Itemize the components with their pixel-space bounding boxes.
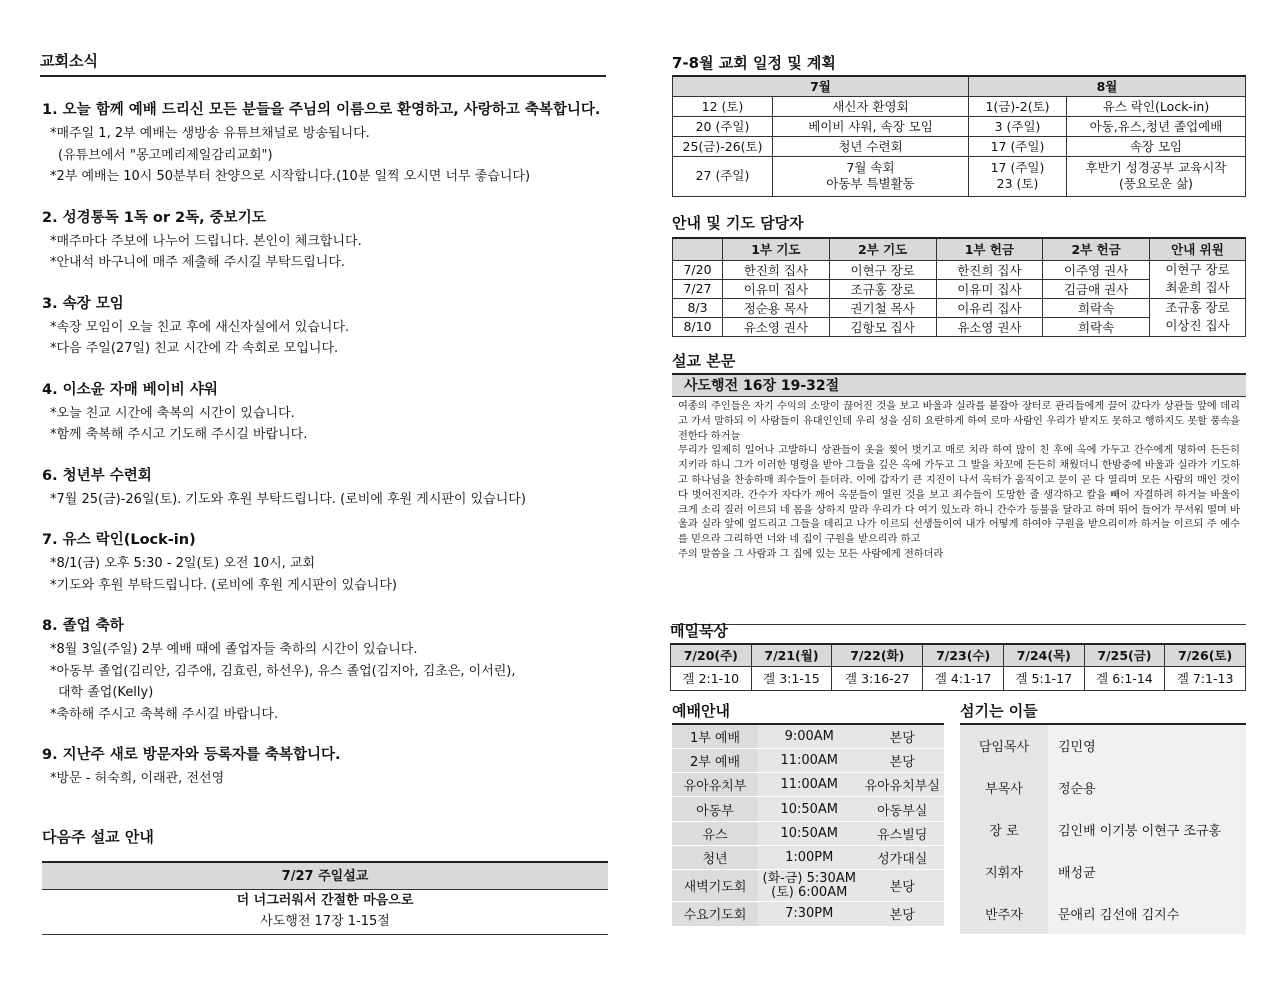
schedule-august-header: 8월 — [969, 76, 1246, 96]
daily-reading: 겔 7:1-13 — [1165, 666, 1246, 690]
worship-time: 10:50AM — [758, 797, 860, 821]
duty-header: 1부 기도 — [723, 238, 830, 260]
schedule-july-event-line: 7월 속회 — [846, 160, 895, 175]
news-heading: 3. 속장 모임 — [42, 295, 124, 312]
news-line: *오늘 친교 시간에 축복의 시간이 있습니다. — [50, 405, 295, 421]
daily-reading: 겔 2:1-10 — [671, 666, 752, 690]
daily-day: 7/24(목) — [1003, 644, 1084, 666]
daily-day: 7/22(화) — [832, 644, 923, 666]
daily-day: 7/20(주) — [671, 644, 752, 666]
schedule-row — [673, 96, 1246, 116]
next-sermon-title: 더 너그러워서 간절한 마음으로 — [236, 893, 414, 908]
schedule-aug-date-line: 23 (토) — [996, 176, 1039, 191]
daily-day: 7/23(수) — [923, 644, 1004, 666]
schedule-july-date: 25(금)-26(토) — [673, 136, 773, 156]
duty-usher: 최윤희 집사 — [1165, 280, 1230, 295]
worship-service: 유아유치부 — [672, 773, 758, 797]
schedule-table — [672, 75, 1246, 197]
sermon-title: 설교 본문 — [672, 352, 736, 370]
worship-time: 9:00AM — [758, 724, 860, 748]
sermon-paragraph: 무리가 일제히 일어나 고발하니 상관들이 옷을 찢어 벗기고 매로 치라 하여 많이 친 후에 옥에 가두고 간수에게 명하여 든든히 지키라 하니 그가 이러한 명령을 받아 그들을 깊은 옥에 가두고 그 발을 차꼬에 든든히 채웠더니 한밤중에 바울과 실라가 기도하고 하나님을 찬송하매 죄수들이 듣더라. 이에 갑자기 큰 지진이 나서 옥터가 움직이고 문이 곧 다 열리며 모든 사람의 매인 것이 다 벗어진지라. 간수가 자다가 깨어 옥문들이 열린 것을 보고 죄수들이 도망한 줄 생각하고 칼을 빼어 자결하려 하거늘 바울이 크게 소리 질러 이르되 네 몸을 상하지 말라 우리가 다 여기 있노라 하니 간수가 등불을 달라고 하며 뛰어 들어가 무서워 떨며 바울과 실라 앞에 엎드리고 그들을 데리고 나가 이르되 선생들이여 내가 어떻게 하여야 구원을 받으리이까 하거늘 이르되 주 예수를 믿으라 그리하면 너와 네 집이 구원을 받으리라 하고 — [678, 445, 1240, 546]
servants-table — [960, 723, 1246, 934]
next-sermon-heading: 다음주 설교 안내 — [42, 828, 154, 846]
worship-time: 7:30PM — [758, 902, 860, 926]
servant-role: 담임목사 — [960, 724, 1048, 766]
duty-cell: 이현구 장로 — [829, 260, 936, 279]
schedule-row — [673, 156, 1246, 196]
next-sermon-date: 7/27 주일설교 — [42, 863, 608, 890]
worship-row — [672, 821, 944, 845]
schedule-aug-event-line: 후반기 성경공부 교육시작 — [1085, 160, 1227, 175]
duty-usher: 이상진 집사 — [1165, 318, 1230, 333]
servants-row — [960, 892, 1246, 934]
duty-usher: 조규홍 장로 — [1165, 300, 1230, 315]
schedule-july-event — [773, 156, 969, 196]
news-item — [42, 743, 612, 790]
duty-header: 2부 기도 — [829, 238, 936, 260]
news-item — [42, 528, 612, 596]
schedule-aug-event — [1067, 156, 1246, 196]
worship-service: 1부 예배 — [672, 724, 758, 748]
servant-names: 김민영 — [1048, 724, 1246, 766]
news-line: *다음 주일(27일) 친교 시간에 각 속회로 모입니다. — [50, 341, 339, 356]
servants-row — [960, 808, 1246, 850]
worship-place: 본당 — [860, 748, 944, 772]
schedule-july-event: 베이비 샤워, 속장 모임 — [773, 116, 969, 136]
schedule-aug-date: 17 (주일) — [969, 136, 1067, 156]
duty-row — [673, 298, 1246, 317]
news-item — [42, 614, 612, 725]
schedule-title: 7-8월 교회 일정 및 계획 — [672, 54, 836, 72]
sermon-passage: 사도행전 16장 19-32절 — [672, 373, 1246, 397]
duty-table — [672, 237, 1246, 337]
church-news-title: 교회소식 — [40, 50, 606, 77]
news-line: (유튜브에서 "몽고메리제일감리교회") — [58, 147, 273, 163]
schedule-july-event: 청년 수련회 — [773, 136, 969, 156]
news-heading: 8. 졸업 축하 — [42, 618, 124, 634]
news-heading: 2. 성경통독 1독 or 2독, 중보기도 — [42, 209, 266, 226]
servant-role: 장 로 — [960, 808, 1048, 850]
news-heading: 6. 청년부 수련회 — [42, 467, 152, 484]
worship-service: 아동부 — [672, 797, 758, 821]
schedule-row — [673, 136, 1246, 156]
servant-role: 부목사 — [960, 766, 1048, 808]
duty-cell: 김항모 집사 — [829, 317, 936, 336]
news-line: 대학 졸업(Kelly) — [58, 685, 154, 700]
duty-header: 1부 헌금 — [936, 238, 1043, 260]
news-list — [42, 98, 612, 808]
duty-cell: 이유리 집사 — [936, 298, 1043, 317]
worship-table — [672, 723, 944, 927]
daily-reading: 겔 5:1-17 — [1003, 666, 1084, 690]
daily-meditation-section — [670, 620, 1246, 691]
worship-service: 새벽기도회 — [672, 870, 758, 902]
worship-section — [672, 700, 944, 927]
daily-reading: 겔 3:1-15 — [751, 666, 832, 690]
schedule-aug-event-line: (풍요로운 삶) — [1118, 176, 1194, 191]
schedule-aug-event: 속장 모임 — [1067, 136, 1246, 156]
duty-date: 7/20 — [673, 260, 723, 279]
worship-time-line: (토) 6:00AM — [771, 884, 848, 900]
duty-date: 7/27 — [673, 279, 723, 298]
servant-names: 배성균 — [1048, 850, 1246, 892]
servants-section — [960, 700, 1246, 934]
schedule-aug-date: 1(금)-2(토) — [969, 96, 1067, 116]
worship-service: 수요기도회 — [672, 902, 758, 926]
church-news-section — [40, 50, 606, 77]
duty-cell: 희락속 — [1043, 317, 1150, 336]
schedule-july-date: 12 (토) — [673, 96, 773, 116]
news-heading: 1. 오늘 함께 예배 드리신 모든 분들을 주님의 이름으로 환영하고, 사랑하고 축복합니다. — [42, 102, 601, 118]
worship-time: 10:50AM — [758, 821, 860, 845]
next-sermon-passage: 사도행전 17장 1-15절 — [260, 914, 390, 929]
servant-names: 문애리 김선애 김지수 — [1048, 892, 1246, 934]
duty-usher: 이현구 장로 — [1165, 262, 1230, 277]
worship-time: 1:00PM — [758, 845, 860, 869]
schedule-july-date: 27 (주일) — [673, 156, 773, 196]
servant-names: 정순용 — [1048, 766, 1246, 808]
news-line: *8월 3일(주일) 2부 예배 때에 졸업자들 축하의 시간이 있습니다. — [50, 642, 418, 657]
worship-row — [672, 845, 944, 869]
worship-service: 청년 — [672, 845, 758, 869]
duty-date: 8/3 — [673, 298, 723, 317]
next-sermon-section — [42, 826, 608, 935]
news-line: *함께 축복해 주시고 기도해 주시길 바랍니다. — [50, 427, 308, 442]
duty-cell: 김금애 권사 — [1043, 279, 1150, 298]
servants-row — [960, 766, 1246, 808]
news-item — [42, 464, 612, 511]
duty-cell: 한진희 집사 — [723, 260, 830, 279]
schedule-section — [672, 52, 1246, 197]
daily-reading: 겔 6:1-14 — [1084, 666, 1165, 690]
sermon-paragraph: 주의 말씀을 그 사람과 그 집에 있는 모든 사람에게 전하더라 — [678, 548, 944, 560]
worship-time-line: (화-금) 5:30AM — [762, 870, 856, 886]
schedule-july-event: 새신자 환영회 — [773, 96, 969, 116]
schedule-aug-date: 3 (주일) — [969, 116, 1067, 136]
schedule-july-date: 20 (주일) — [673, 116, 773, 136]
news-line: *기도와 후원 부탁드립니다. (로비에 후원 게시판이 있습니다) — [50, 577, 397, 593]
daily-day: 7/25(금) — [1084, 644, 1165, 666]
duty-ushers-cell — [1150, 260, 1246, 298]
schedule-july-header: 7월 — [673, 76, 969, 96]
duty-cell: 정순용 목사 — [723, 298, 830, 317]
worship-place: 본당 — [860, 902, 944, 926]
schedule-aug-event: 유스 락인(Lock-in) — [1067, 96, 1246, 116]
duty-cell: 조규홍 장로 — [829, 279, 936, 298]
duty-date: 8/10 — [673, 317, 723, 336]
servants-row — [960, 724, 1246, 766]
news-item — [42, 206, 612, 274]
news-line: *방문 - 허숙희, 이래관, 전선영 — [50, 771, 225, 786]
worship-row — [672, 870, 944, 902]
schedule-row — [673, 116, 1246, 136]
schedule-aug-date — [969, 156, 1067, 196]
news-line: *속장 모임이 오늘 친교 후에 새신자실에서 있습니다. — [50, 319, 350, 335]
duty-cell: 유소영 권사 — [723, 317, 830, 336]
duty-cell: 권기철 목사 — [829, 298, 936, 317]
news-line: *8/1(금) 오후 5:30 - 2일(토) 오전 10시, 교회 — [50, 556, 316, 571]
servant-role: 지휘자 — [960, 850, 1048, 892]
worship-place: 아동부실 — [860, 797, 944, 821]
duty-row — [673, 260, 1246, 279]
schedule-aug-date-line: 17 (주일) — [990, 160, 1045, 175]
news-heading: 9. 지난주 새로 방문자와 등록자를 축복합니다. — [42, 747, 341, 763]
daily-reading: 겔 3:16-27 — [832, 666, 923, 690]
duty-cell: 유소영 권사 — [936, 317, 1043, 336]
duty-cell: 이주영 권사 — [1043, 260, 1150, 279]
news-heading: 7. 유스 락인(Lock-in) — [42, 532, 196, 548]
worship-time: 11:00AM — [758, 748, 860, 772]
news-line: *아동부 졸업(김리안, 김주애, 김효린, 하선우), 유스 졸업(김지아, 김초은, 이서린), — [50, 663, 516, 679]
servants-row — [960, 850, 1246, 892]
servant-names: 김인배 이기붕 이현구 조규홍 — [1048, 808, 1246, 850]
worship-row — [672, 724, 944, 748]
duty-ushers-cell — [1150, 298, 1246, 336]
duty-cell: 이유미 집사 — [936, 279, 1043, 298]
duty-header: 안내 위원 — [1150, 238, 1246, 260]
duty-cell: 희락속 — [1043, 298, 1150, 317]
daily-title: 매일묵상 — [670, 622, 728, 640]
worship-place: 유스빌딩 — [860, 821, 944, 845]
news-line: *축하해 주시고 축복해 주시길 바랍니다. — [50, 706, 279, 722]
news-heading: 4. 이소윤 자매 베이비 샤워 — [42, 381, 218, 398]
daily-day: 7/26(토) — [1165, 644, 1246, 666]
worship-row — [672, 748, 944, 772]
sermon-paragraph: 여종의 주인들은 자기 수익의 소망이 끊어진 것을 보고 바울과 실라를 붙잡아 장터로 관리들에게 끌어 갔다가 상관들 앞에 데리고 가서 말하되 이 사람들이 유대인인데 우리 성을 심히 요란하게 하여 로마 사람인 우리가 받지도 못하고 행하지도 못할 풍속을 전한다 하거늘 — [678, 401, 1240, 442]
sermon-text — [672, 397, 1246, 625]
news-line: *매주일 1, 2부 예배는 생방송 유튜브채널로 방송됩니다. — [50, 126, 370, 141]
schedule-aug-event: 아동,유스,청년 졸업예배 — [1067, 116, 1246, 136]
daily-table — [670, 643, 1246, 691]
news-item — [42, 292, 612, 360]
worship-row — [672, 902, 944, 926]
daily-day: 7/21(월) — [751, 644, 832, 666]
news-line: *7월 25(금)-26일(토). 기도와 후원 부탁드립니다. (로비에 후원 게시판이 있습니다) — [50, 491, 526, 507]
worship-row — [672, 773, 944, 797]
sermon-section — [672, 350, 1246, 625]
worship-place: 유아유치부실 — [860, 773, 944, 797]
duty-cell: 이유미 집사 — [723, 279, 830, 298]
worship-place: 성가대실 — [860, 845, 944, 869]
worship-row — [672, 797, 944, 821]
daily-reading: 겔 4:1-17 — [923, 666, 1004, 690]
news-line: *매주마다 주보에 나누어 드립니다. 본인이 체크합니다. — [50, 233, 362, 249]
worship-time — [758, 870, 860, 902]
worship-service: 2부 예배 — [672, 748, 758, 772]
duty-title: 안내 및 기도 담당자 — [672, 214, 804, 232]
worship-place: 본당 — [860, 724, 944, 748]
duty-header — [673, 238, 723, 260]
news-line: *2부 예배는 10시 50분부터 찬양으로 시작합니다.(10분 일찍 오시면 너무 좋습니다) — [50, 169, 531, 184]
worship-time: 11:00AM — [758, 773, 860, 797]
schedule-july-event-line: 아동부 특별활동 — [826, 176, 915, 191]
news-item — [42, 378, 612, 446]
worship-place: 본당 — [860, 870, 944, 902]
news-line: *안내석 바구니에 매주 제출해 주시길 부탁드립니다. — [50, 255, 346, 270]
duty-section — [672, 212, 1246, 337]
worship-title: 예배안내 — [672, 702, 730, 720]
duty-header: 2부 헌금 — [1043, 238, 1150, 260]
duty-cell: 한진희 집사 — [936, 260, 1043, 279]
servants-title: 섬기는 이들 — [960, 702, 1038, 720]
servant-role: 반주자 — [960, 892, 1048, 934]
news-item — [42, 98, 612, 188]
worship-service: 유스 — [672, 821, 758, 845]
